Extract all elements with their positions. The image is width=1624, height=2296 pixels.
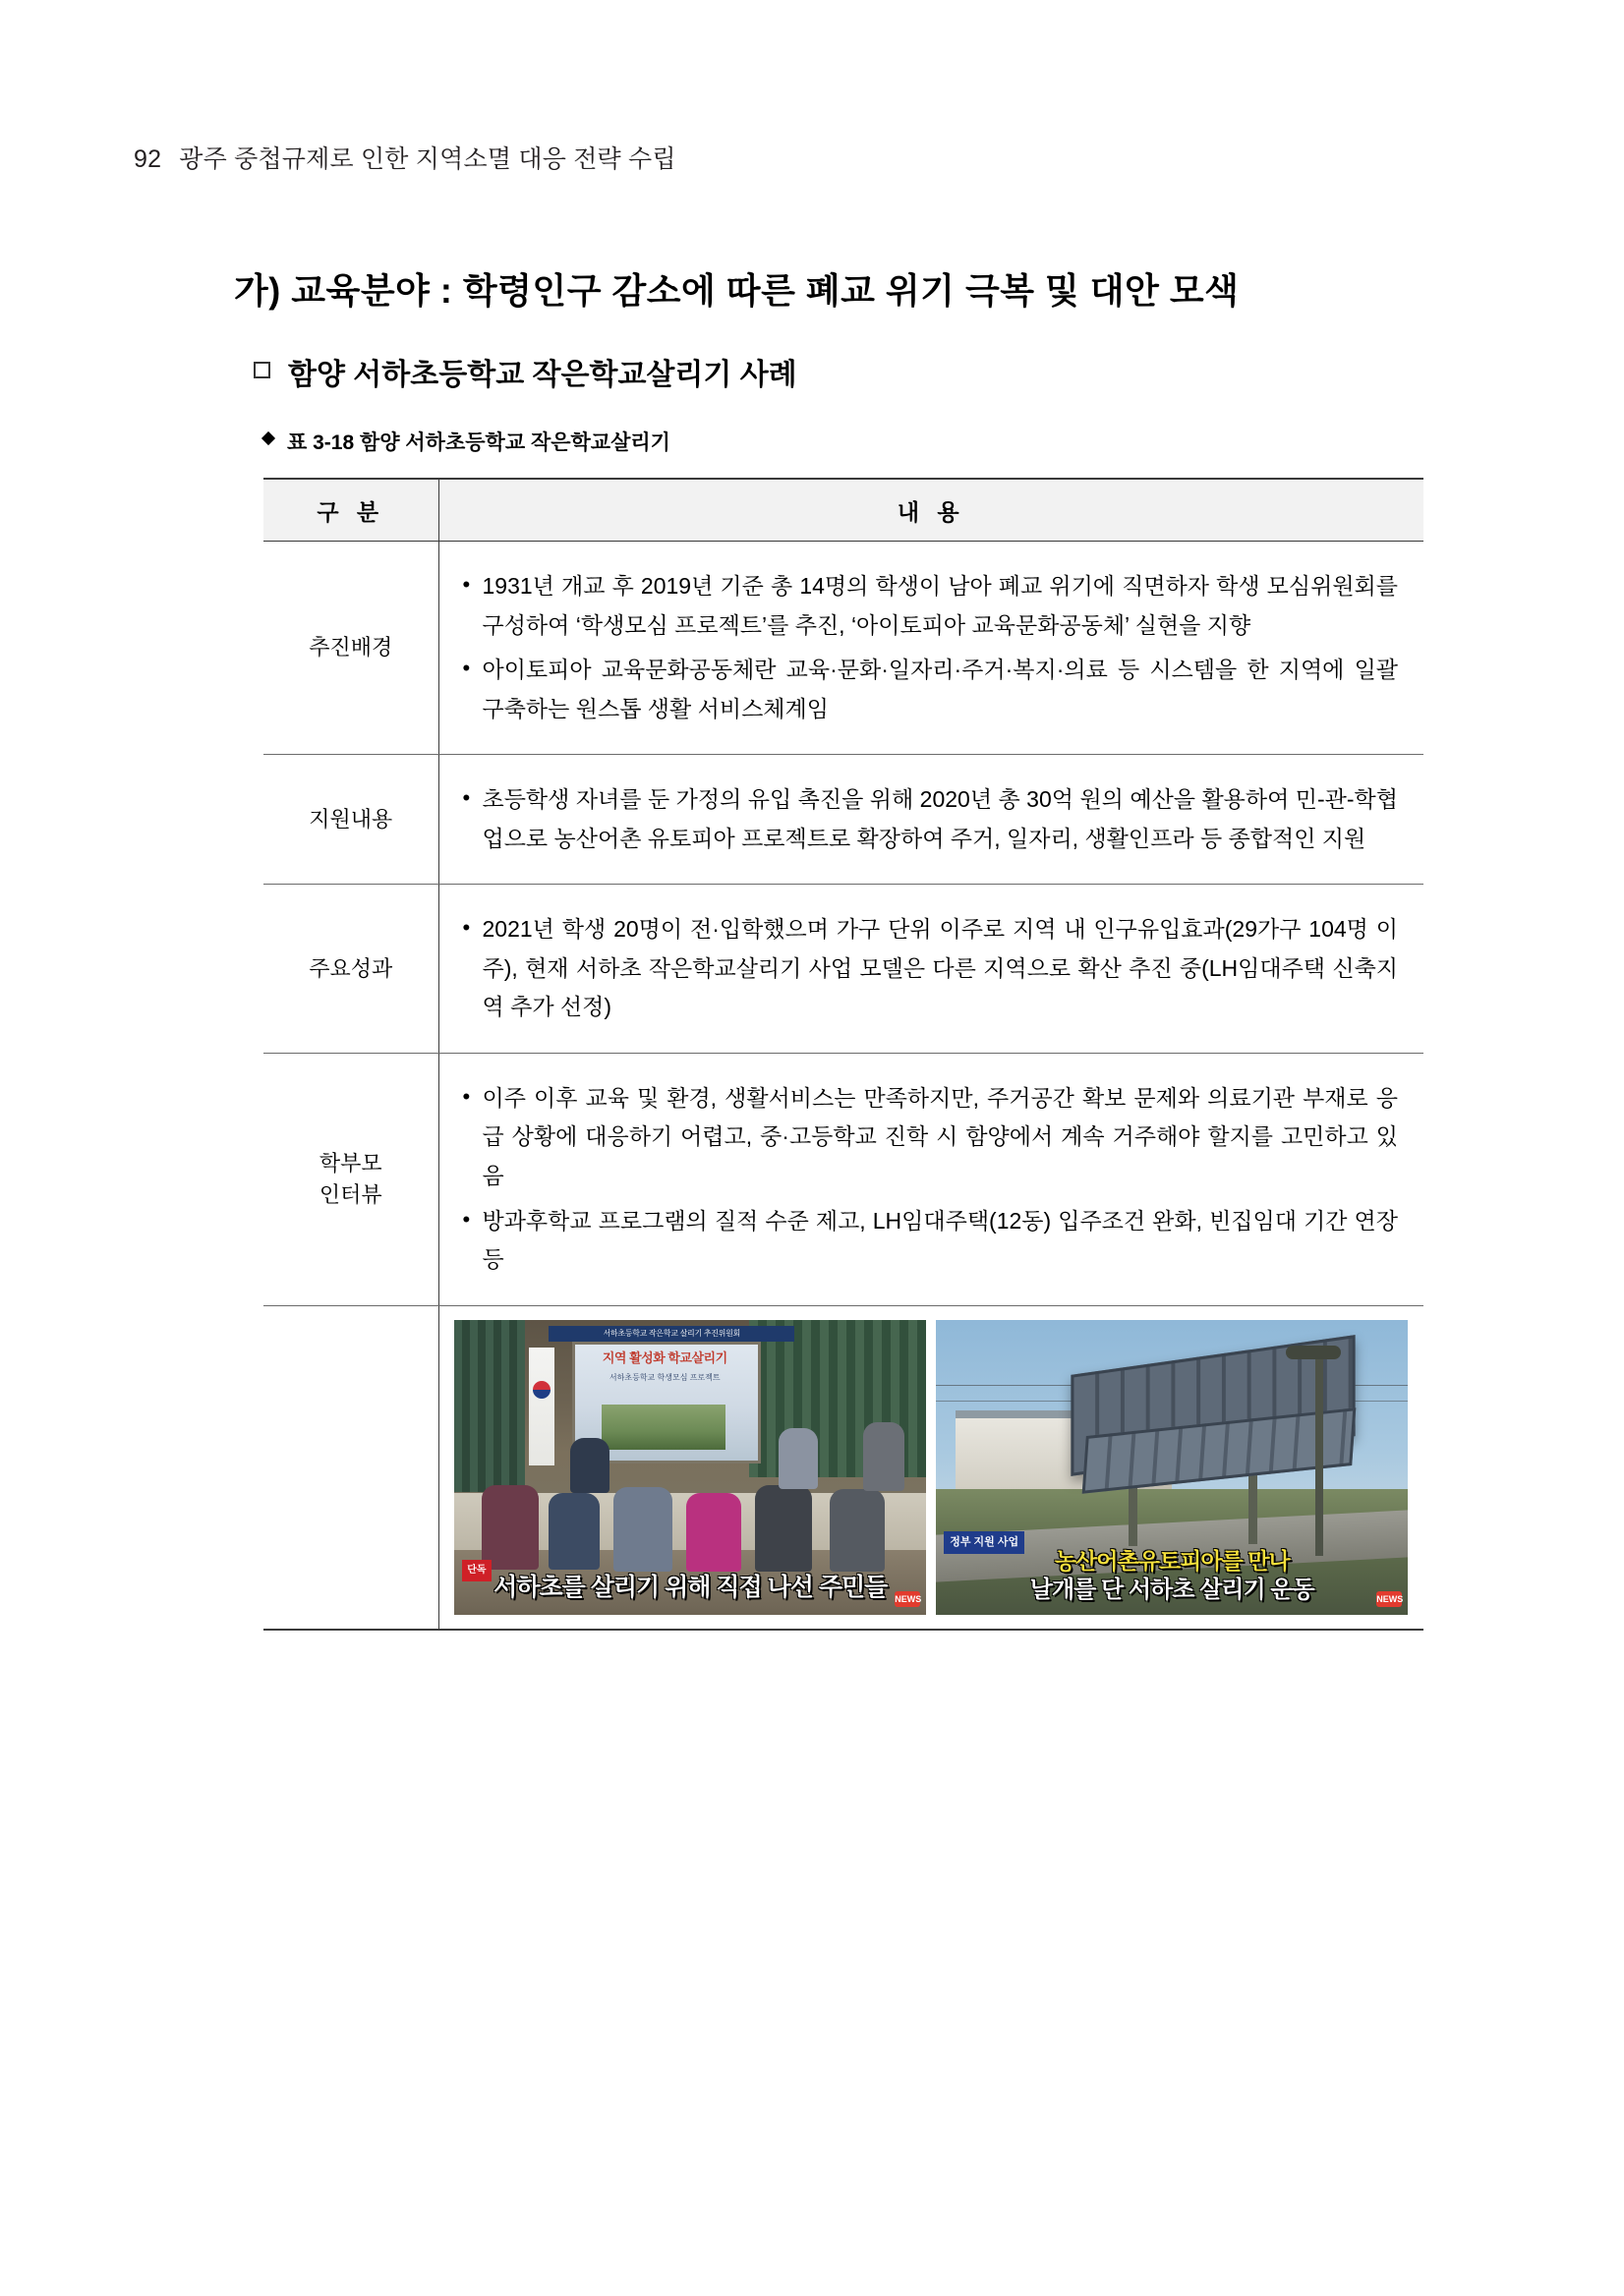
house-left bbox=[956, 1410, 1083, 1499]
column-header-category: 구 분 bbox=[263, 479, 438, 542]
table-row bbox=[263, 885, 1423, 1054]
subsection-heading: 함양 서하초등학교 작은학교살리기 사례 bbox=[288, 359, 797, 391]
photo-meeting-caption: 서하초를 살리기 위해 직접 나선 주민들 bbox=[493, 1573, 888, 1601]
street-lamp-head bbox=[1286, 1346, 1341, 1359]
broadcaster-logo: NEWS bbox=[1376, 1591, 1402, 1607]
bullet-list bbox=[461, 567, 1399, 728]
street-lamp-pole bbox=[1315, 1349, 1323, 1556]
row-label-line1: 학부모 bbox=[319, 1150, 382, 1176]
list-item: • 이주 이후 교육 및 환경, 생활서비스는 만족하지만, 주거공간 확보 문제와 의료기관 부재로 응급 상황에 대응하기 어렵고, 중·고등학교 진학 시 함양에서 계속 거주해야 할지를 고민하고 있음 bbox=[461, 1079, 1399, 1196]
header-title: 광주 중첩규제로 인한 지역소멸 대응 전략 수립 bbox=[179, 145, 676, 173]
photo-solar-badge: 정부 지원 사업 bbox=[944, 1531, 1024, 1554]
photo-solar-caption-line2: 날개를 단 서하초 살리기 운동 bbox=[1029, 1577, 1314, 1604]
table-row-photos bbox=[263, 1305, 1423, 1630]
broadcaster-logo: NEWS bbox=[895, 1591, 920, 1607]
person bbox=[613, 1487, 672, 1572]
row-content-results bbox=[438, 885, 1423, 1054]
table-header-row bbox=[263, 479, 1423, 542]
list-item: • 2021년 학생 20명이 전·입학했으며 가구 단위 이주로 지역 내 인구유입효과(29가구 104명 이주), 현재 서하초 작은학교살리기 사업 모델은 다른 지역으로 확산 추진 중(LH임대주택 신축지역 추가 선정) bbox=[461, 910, 1399, 1027]
person bbox=[779, 1428, 818, 1489]
bullet-list bbox=[461, 1079, 1399, 1280]
bullet-list bbox=[461, 780, 1399, 858]
list-item: • 방과후학교 프로그램의 질적 수준 제고, LH임대주택(12동) 입주조건 완화, 빈집임대 기간 연장 등 bbox=[461, 1202, 1399, 1280]
photo-solar bbox=[936, 1320, 1408, 1615]
curtain-left bbox=[454, 1320, 525, 1492]
row-label-results: 주요성과 bbox=[263, 885, 438, 1054]
row-label-background: 추진배경 bbox=[263, 542, 438, 755]
list-item: • 초등학생 자녀를 둔 가정의 유입 촉진을 위해 2020년 총 30억 원의 예산을 활용하여 민-관-학협업으로 농산어촌 유토피아 프로젝트로 확장하여 주거, 일자리, 생활인프라 등 종합적인 지원 bbox=[461, 780, 1399, 858]
person bbox=[755, 1485, 812, 1572]
table-row bbox=[263, 755, 1423, 885]
table-caption: 표 3-18 함양 서하초등학교 작은학교살리기 bbox=[287, 431, 670, 454]
person bbox=[549, 1493, 600, 1570]
screen-title: 지역 활성화 학교살리기 bbox=[602, 1349, 727, 1365]
person bbox=[830, 1489, 885, 1572]
list-item: • 1931년 개교 후 2019년 기준 총 14명의 학생이 남아 폐교 위기에 직면하자 학생 모심위원회를 구성하여 ‘학생모심 프로젝트’를 추진, ‘아이토피아 교육문화공동체’ 실현을 지향 bbox=[461, 567, 1399, 645]
screen-subtitle: 서하초등학교 학생모심 프로젝트 bbox=[609, 1372, 721, 1382]
person bbox=[570, 1438, 609, 1493]
korean-flag-icon bbox=[529, 1348, 554, 1465]
row-content-support bbox=[438, 755, 1423, 885]
row-content-interview bbox=[438, 1053, 1423, 1305]
screen-image bbox=[602, 1405, 725, 1450]
case-table bbox=[263, 478, 1423, 1631]
page-number: 92 bbox=[134, 145, 162, 173]
row-content-background bbox=[438, 542, 1423, 755]
person bbox=[482, 1485, 539, 1570]
person bbox=[686, 1493, 741, 1572]
photo-meeting-banner: 서하초등학교 작은학교 살리기 추진위원회 bbox=[549, 1326, 794, 1342]
section-heading: 가) 교육분야 : 학령인구 감소에 따른 폐교 위기 극복 및 대안 모색 bbox=[234, 270, 1240, 311]
row-label-support: 지원내용 bbox=[263, 755, 438, 885]
table-row bbox=[263, 542, 1423, 755]
bullet-list bbox=[461, 910, 1399, 1027]
row-content-photos bbox=[438, 1305, 1423, 1630]
row-label-interview bbox=[263, 1053, 438, 1305]
person bbox=[863, 1422, 904, 1491]
photo-meeting-badge: 단독 bbox=[462, 1560, 491, 1580]
list-item: • 아이토피아 교육문화공동체란 교육·문화·일자리·주거·복지·의료 등 시스템을 한 지역에 일괄 구축하는 원스톱 생활 서비스체계임 bbox=[461, 651, 1399, 728]
table-row bbox=[263, 1053, 1423, 1305]
row-label-empty bbox=[263, 1305, 438, 1630]
row-label-line2: 인터뷰 bbox=[319, 1181, 382, 1207]
photo-meeting bbox=[454, 1320, 926, 1615]
running-header bbox=[134, 140, 676, 175]
photo-gallery bbox=[439, 1306, 1424, 1629]
photo-solar-caption-line1: 농산어촌유토피아를 만나 bbox=[1054, 1548, 1290, 1575]
square-bullet-icon bbox=[254, 362, 270, 378]
column-header-content: 내 용 bbox=[438, 479, 1423, 542]
diamond-bullet-icon bbox=[261, 431, 275, 445]
